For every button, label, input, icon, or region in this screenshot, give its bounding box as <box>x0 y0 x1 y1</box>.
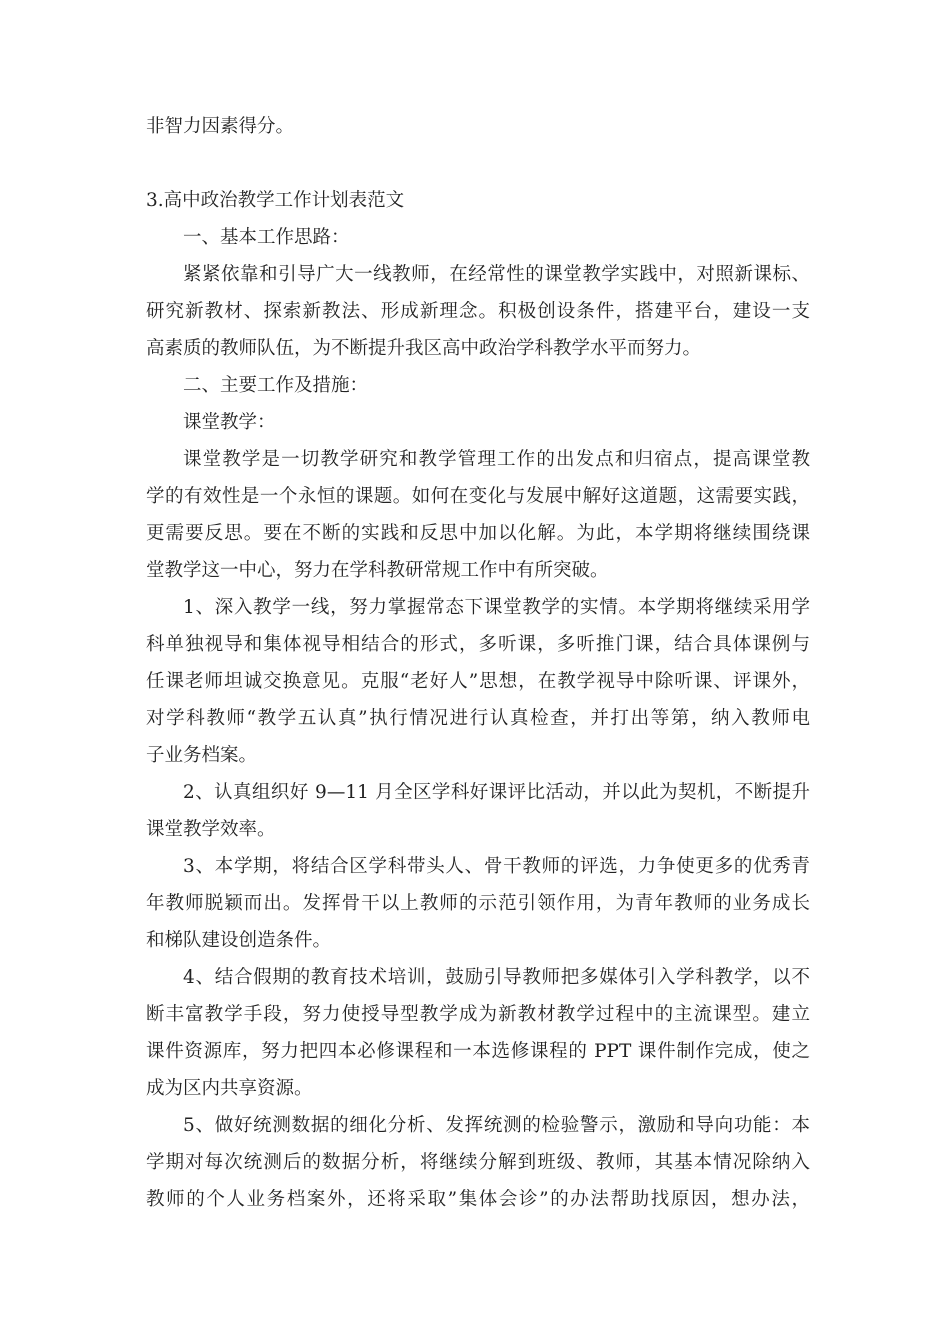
document-body <box>146 108 810 1218</box>
paragraph-line: 研究新教材、探索新教法、形成新理念。积极创设条件，搭建平台，建设一支 <box>146 301 810 322</box>
list-item-2-line: 2、认真组织好 9—11 月全区学科好课评比活动，并以此为契机，不断提升 <box>183 782 810 803</box>
list-item-5-line: 5、做好统测数据的细化分析、发挥统测的检验警示，激励和导向功能：本 <box>183 1115 810 1136</box>
paragraph-line: 课堂教学是一切教学研究和教学管理工作的出发点和归宿点，提高课堂教 <box>183 449 810 470</box>
subheading-basic-ideas: 一、基本工作思路： <box>183 227 350 248</box>
list-item-1-line: 对学科教师“教学五认真”执行情况进行认真检查，并打出等第，纳入教师电 <box>146 708 810 729</box>
list-item-4-line: 4、结合假期的教育技术培训，鼓励引导教师把多媒体引入学科教学，以不 <box>183 967 810 988</box>
blank-line <box>146 145 810 182</box>
list-item-4-line: 断丰富教学手段，努力使授导型教学成为新教材教学过程中的主流课型。建立 <box>146 1004 810 1025</box>
section-heading: 3.高中政治教学工作计划表范文 <box>146 190 405 211</box>
paragraph-line: 高素质的教师队伍，为不断提升我区高中政治学科教学水平而努力。 <box>146 338 702 359</box>
paragraph-line: 更需要反思。要在不断的实践和反思中加以化解。为此，本学期将继续围绕课 <box>146 523 810 544</box>
list-item-3-line: 3、本学期，将结合区学科带头人、骨干教师的评选，力争使更多的优秀青 <box>183 856 810 877</box>
list-item-1-line: 子业务档案。 <box>146 745 258 766</box>
list-item-3-line: 和梯队建设创造条件。 <box>146 930 332 951</box>
paragraph-line: 紧紧依靠和引导广大一线教师，在经常性的课堂教学实践中，对照新课标、 <box>183 264 810 285</box>
list-item-1-line: 科单独视导和集体视导相结合的形式，多听课，多听推门课，结合具体课例与 <box>146 634 810 655</box>
subheading-classroom-teaching: 课堂教学： <box>183 412 276 433</box>
list-item-4-line: 成为区内共享资源。 <box>146 1078 313 1099</box>
list-item-1-line: 任课老师坦诚交换意见。克服“老好人”思想，在教学视导中除听课、评课外， <box>146 671 810 692</box>
subheading-main-work: 二、主要工作及措施： <box>183 375 369 396</box>
list-item-5-line: 教师的个人业务档案外，还将采取”集体会诊”的办法帮助找原因，想办法， <box>146 1189 810 1210</box>
list-item-3-line: 年教师脱颖而出。发挥骨干以上教师的示范引领作用，为青年教师的业务成长 <box>146 893 810 914</box>
list-item-5-line: 学期对每次统测后的数据分析，将继续分解到班级、教师，其基本情况除纳入 <box>146 1152 810 1173</box>
list-item-2-line: 课堂教学效率。 <box>146 819 276 840</box>
list-item-4-line: 课件资源库，努力把四本必修课程和一本选修课程的 PPT 课件制作完成，使之 <box>146 1041 810 1062</box>
list-item-1-line: 1、深入教学一线，努力掌握常态下课堂教学的实情。本学期将继续采用学 <box>183 597 810 618</box>
paragraph-line: 学的有效性是一个永恒的课题。如何在变化与发展中解好这道题，这需要实践， <box>146 486 810 507</box>
paragraph-tail-line: 非智力因素得分。 <box>146 116 295 137</box>
paragraph-line: 堂教学这一中心，努力在学科教研常规工作中有所突破。 <box>146 560 609 581</box>
